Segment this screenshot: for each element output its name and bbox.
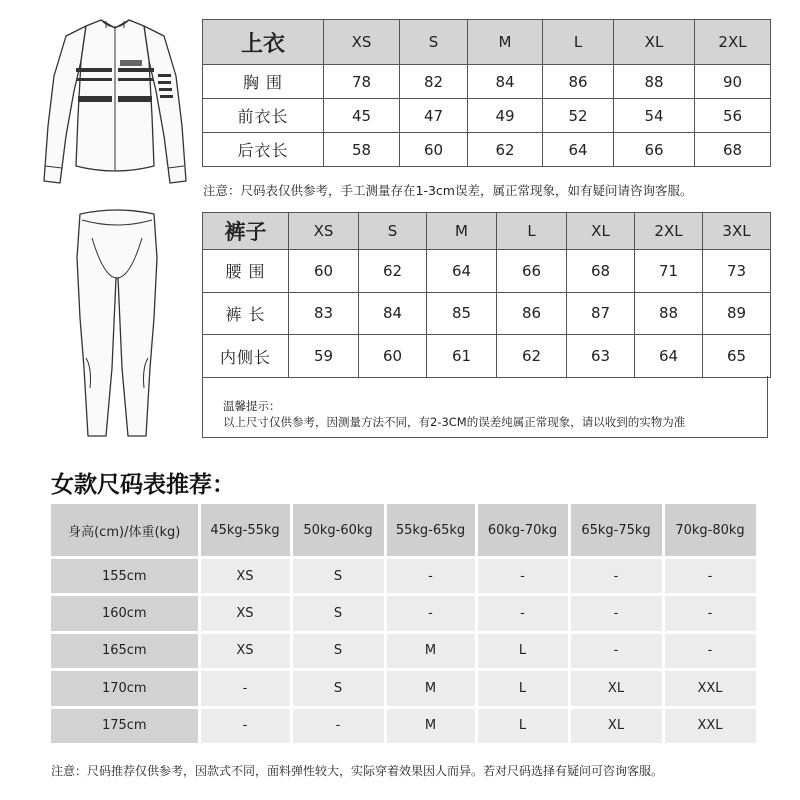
table-cell: 63 xyxy=(567,335,635,378)
size-header: S xyxy=(400,20,468,65)
table-cell: 89 xyxy=(703,292,771,335)
table-cell: - xyxy=(569,558,663,595)
table-cell: 68 xyxy=(695,133,771,167)
jersey-illustration xyxy=(36,16,196,194)
table-cell: 88 xyxy=(635,292,703,335)
size-header: S xyxy=(359,213,427,250)
table-cell: 86 xyxy=(497,292,567,335)
weight-header: 70kg-80kg xyxy=(663,504,757,558)
table-cell: 59 xyxy=(289,335,359,378)
table-cell: 64 xyxy=(635,335,703,378)
table-cell: 45 xyxy=(324,99,400,133)
table-cell: - xyxy=(199,707,291,744)
table-cell: 64 xyxy=(427,250,497,293)
table-cell: 82 xyxy=(400,65,468,99)
tip-text: 以上尺寸仅供参考，因测量方法不同，有2-3CM的误差纯属正常现象，请以收到的实物为准 xyxy=(223,415,686,429)
height-label: 155cm xyxy=(51,558,199,595)
table-cell: - xyxy=(569,632,663,669)
table-cell: 60 xyxy=(289,250,359,293)
table-cell: 71 xyxy=(635,250,703,293)
size-header: XL xyxy=(614,20,695,65)
table-cell: - xyxy=(663,595,757,632)
row-label: 后衣长 xyxy=(203,133,324,167)
table-cell: 66 xyxy=(614,133,695,167)
table-cell: 47 xyxy=(400,99,468,133)
table-cell: 58 xyxy=(324,133,400,167)
table-cell: L xyxy=(476,670,569,707)
table-cell: XXL xyxy=(663,707,757,744)
pants-tip-box xyxy=(202,376,768,438)
jersey-note: 注意：尺码表仅供参考，手工测量存在1-3cm误差，属正常现象，如有疑问请咨询客服。 xyxy=(203,183,693,198)
table-cell: 62 xyxy=(468,133,543,167)
table-cell: - xyxy=(385,595,476,632)
table-cell: 64 xyxy=(543,133,614,167)
table-cell: 84 xyxy=(359,292,427,335)
tip-title: 温馨提示： xyxy=(223,399,281,413)
table-cell: 60 xyxy=(400,133,468,167)
height-label: 175cm xyxy=(51,707,199,744)
table-cell: 62 xyxy=(497,335,567,378)
jersey-title: 上衣 xyxy=(203,20,324,65)
table-cell: - xyxy=(291,707,385,744)
table-cell: - xyxy=(199,670,291,707)
size-header: M xyxy=(468,20,543,65)
size-header: XL xyxy=(567,213,635,250)
table-cell: 66 xyxy=(497,250,567,293)
table-cell: M xyxy=(385,707,476,744)
table-cell: 88 xyxy=(614,65,695,99)
table-cell: - xyxy=(385,558,476,595)
table-cell: XS xyxy=(199,632,291,669)
table-cell: 78 xyxy=(324,65,400,99)
corner-header: 身高(cm)/体重(kg) xyxy=(51,504,199,558)
table-cell: 61 xyxy=(427,335,497,378)
table-cell: 54 xyxy=(614,99,695,133)
recommend-note: 注意：尺码推荐仅供参考，因款式不同，面料弹性较大，实际穿着效果因人而异。若对尺码选择有疑问可咨询客服。 xyxy=(51,764,664,778)
height-label: 165cm xyxy=(51,632,199,669)
weight-header: 45kg-55kg xyxy=(199,504,291,558)
pants-title: 裤子 xyxy=(203,213,289,250)
table-cell: 65 xyxy=(703,335,771,378)
table-cell: - xyxy=(569,595,663,632)
size-header: 2XL xyxy=(695,20,771,65)
table-cell: L xyxy=(476,707,569,744)
table-cell: M xyxy=(385,670,476,707)
size-header: XS xyxy=(289,213,359,250)
table-cell: 56 xyxy=(695,99,771,133)
pants-illustration xyxy=(62,208,172,443)
table-cell: XL xyxy=(569,707,663,744)
recommend-heading: 女款尺码表推荐： xyxy=(51,472,235,498)
row-label: 内侧长 xyxy=(203,335,289,378)
table-cell: - xyxy=(476,595,569,632)
size-header: M xyxy=(427,213,497,250)
table-cell: 85 xyxy=(427,292,497,335)
size-header: L xyxy=(543,20,614,65)
table-cell: 84 xyxy=(468,65,543,99)
table-cell: 60 xyxy=(359,335,427,378)
size-header: L xyxy=(497,213,567,250)
table-cell: 86 xyxy=(543,65,614,99)
table-cell: 62 xyxy=(359,250,427,293)
table-cell: L xyxy=(476,632,569,669)
table-cell: XS xyxy=(199,595,291,632)
row-label: 腰 围 xyxy=(203,250,289,293)
table-cell: S xyxy=(291,595,385,632)
table-cell: XXL xyxy=(663,670,757,707)
weight-header: 55kg-65kg xyxy=(385,504,476,558)
recommend-size-table xyxy=(51,504,759,746)
table-cell: 52 xyxy=(543,99,614,133)
table-cell: 83 xyxy=(289,292,359,335)
table-cell: S xyxy=(291,632,385,669)
table-cell: S xyxy=(291,558,385,595)
table-cell: 68 xyxy=(567,250,635,293)
table-cell: - xyxy=(663,632,757,669)
table-cell: 87 xyxy=(567,292,635,335)
jersey-size-table xyxy=(202,19,771,167)
table-cell: 90 xyxy=(695,65,771,99)
size-header: XS xyxy=(324,20,400,65)
row-label: 胸 围 xyxy=(203,65,324,99)
size-header: 2XL xyxy=(635,213,703,250)
table-cell: - xyxy=(663,558,757,595)
height-label: 160cm xyxy=(51,595,199,632)
row-label: 前衣长 xyxy=(203,99,324,133)
table-cell: XS xyxy=(199,558,291,595)
height-label: 170cm xyxy=(51,670,199,707)
pants-size-table xyxy=(202,212,771,378)
weight-header: 60kg-70kg xyxy=(476,504,569,558)
table-cell: XL xyxy=(569,670,663,707)
table-cell: M xyxy=(385,632,476,669)
row-label: 裤 长 xyxy=(203,292,289,335)
weight-header: 65kg-75kg xyxy=(569,504,663,558)
table-cell: S xyxy=(291,670,385,707)
table-cell: 73 xyxy=(703,250,771,293)
table-cell: 49 xyxy=(468,99,543,133)
weight-header: 50kg-60kg xyxy=(291,504,385,558)
size-header: 3XL xyxy=(703,213,771,250)
table-cell: - xyxy=(476,558,569,595)
